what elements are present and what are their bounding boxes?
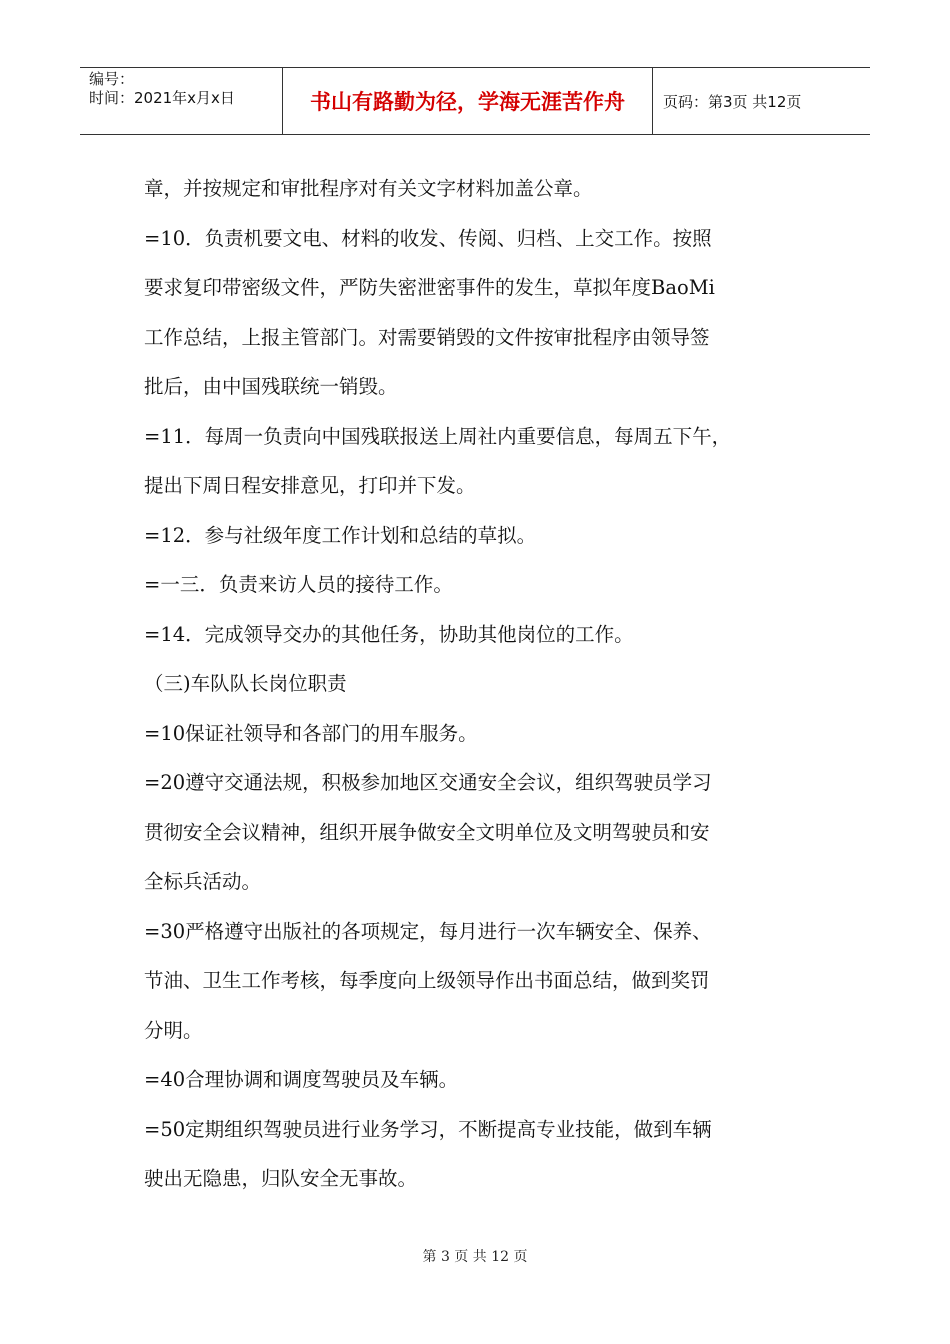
text-line: 批后，由中国残联统一销毁。 bbox=[144, 375, 398, 398]
text-line: =20遵守交通法规，积极参加地区交通安全会议，组织驾驶员学习 bbox=[144, 771, 712, 794]
text-line: =30严格遵守出版社的各项规定，每月进行一次车辆安全、保养、 bbox=[144, 919, 712, 943]
text-line: 章，并按规定和审批程序对有关文字材料加盖公章。 bbox=[144, 177, 593, 200]
document-body bbox=[144, 164, 844, 1204]
text-line: 贯彻安全会议精神，组织开展争做安全文明单位及文明驾驶员和安 bbox=[144, 820, 710, 844]
text-line: 全标兵活动。 bbox=[144, 870, 262, 893]
text-line: =14．完成领导交办的其他任务，协助其他岗位的工作。 bbox=[144, 622, 634, 646]
text-line: 分明。 bbox=[144, 1018, 203, 1042]
date-label: 时间：2021年x月x日 bbox=[89, 89, 235, 107]
header-motto: 书山有路勤为径，学海无涯苦作舟 bbox=[283, 68, 653, 134]
header-meta bbox=[80, 68, 283, 134]
text-line: =11．每周一负责向中国残联报送上周社内重要信息，每周五下午， bbox=[144, 424, 732, 448]
text-line: =10．负责机要文电、材料的收发、传阅、归档、上交工作。按照 bbox=[144, 226, 712, 250]
text-line: 驶出无隐患，归队安全无事故。 bbox=[144, 1167, 418, 1190]
text-line: 节油、卫生工作考核，每季度向上级领导作出书面总结，做到奖罚 bbox=[144, 969, 710, 992]
header-page-info: 页码：第3页 共12页 bbox=[663, 92, 802, 111]
text-line: 提出下周日程安排意见，打印并下发。 bbox=[144, 474, 476, 497]
text-line: =10保证社领导和各部门的用车服务。 bbox=[144, 721, 478, 745]
page-footer: 第 3 页 共 12 页 bbox=[422, 1249, 528, 1265]
number-label: 编号： bbox=[89, 70, 135, 88]
text-line: =12．参与社级年度工作计划和总结的草拟。 bbox=[144, 523, 537, 547]
text-line: 要求复印带密级文件，严防失密泄密事件的发生，草拟年度BaoMi bbox=[144, 276, 715, 299]
section-heading: （三)车队队长岗位职责 bbox=[144, 672, 347, 695]
page-header bbox=[80, 67, 870, 135]
text-line: =一三．负责来访人员的接待工作。 bbox=[144, 573, 453, 596]
text-line: =40合理协调和调度驾驶员及车辆。 bbox=[144, 1068, 459, 1091]
text-line: =50定期组织驾驶员进行业务学习，不断提高专业技能，做到车辆 bbox=[144, 1117, 712, 1141]
text-line: 工作总结，上报主管部门。对需要销毁的文件按审批程序由领导签 bbox=[144, 325, 710, 349]
